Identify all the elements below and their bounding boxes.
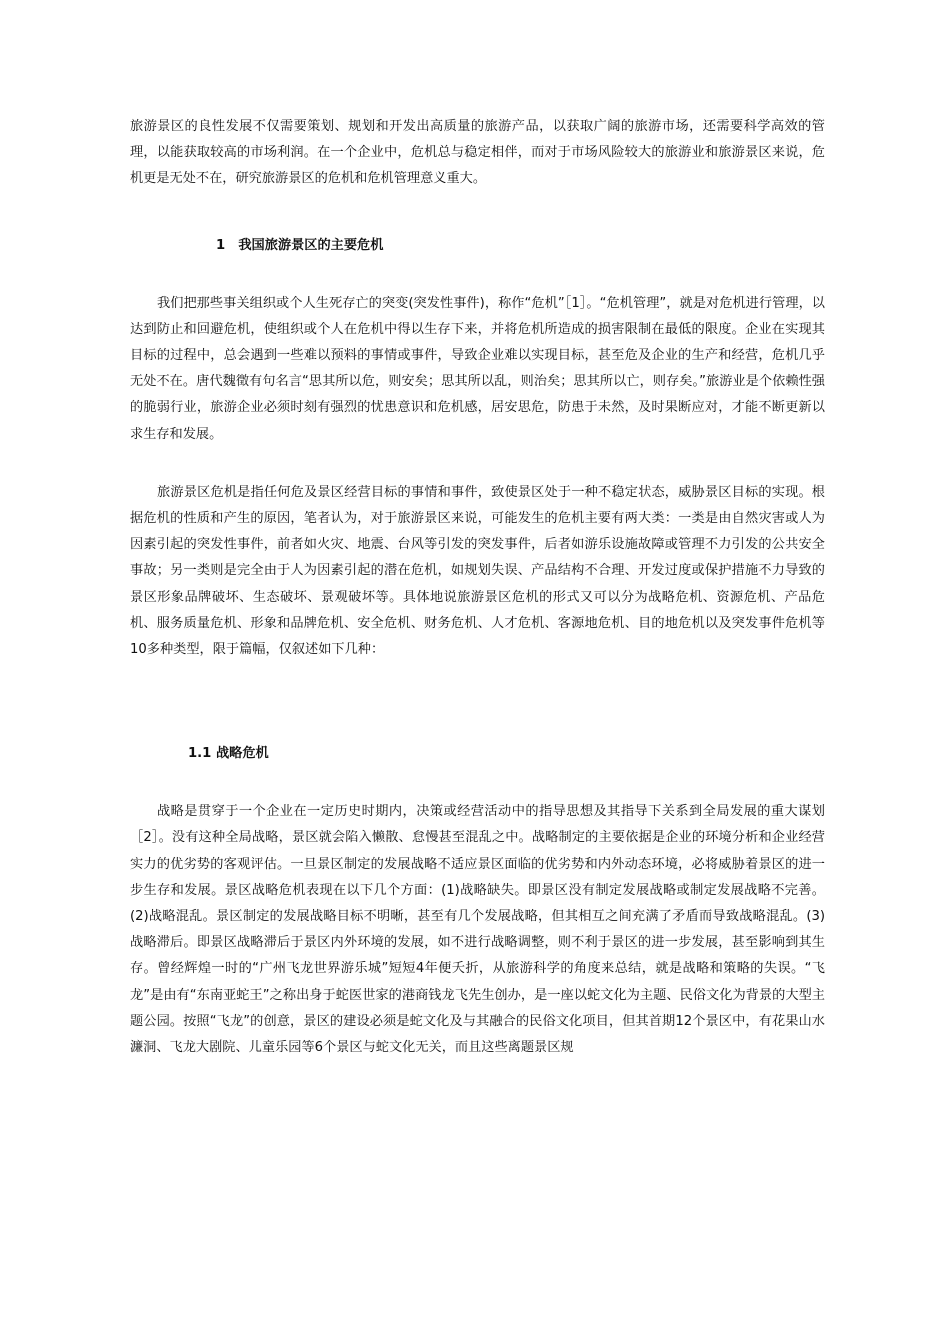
- intro-paragraph: 旅游景区的良性发展不仅需要策划、规划和开发出高质量的旅游产品，以获取广阔的旅游市场，还需要科学高效的管理，以能获取较高的市场利润。在一个企业中，危机总与稳定相伴，而对于市场风险较大的旅游业和旅游景区来说，危机更是无处不在，研究旅游景区的危机和危机管理意义重大。: [130, 119, 825, 187]
- section-1-heading: 1 我国旅游景区的主要危机: [216, 237, 384, 253]
- document-page: [130, 114, 825, 1061]
- section-1-1-paragraph-1: 战略是贯穿于一个企业在一定历史时期内，决策或经营活动中的指导思想及其指导下关系到全局发展的重大谋划［2］。没有这种全局战略，景区就会陷入懒散、怠慢甚至混乱之中。战略制定的主要依据是企业的环境分析和企业经营实力的优劣势的客观评估。一旦景区制定的发展战略不适应景区面临的优劣势和内外动态环境，必将威胁着景区的进一步生存和发展。景区战略危机表现在以下几个方面：(1)战略缺失。即景区没有制定发展战略或制定发展战略不完善。(2)战略混乱。景区制定的发展战略目标不明晰，甚至有几个发展战略，但其相互之间充满了矛盾而导致战略混乱。(3)战略滞后。即景区战略滞后于景区内外环境的发展，如不进行战略调整，则不利于景区的进一步发展，甚至影响到其生存。曾经辉煌一时的“广州飞龙世界游乐城”短短4年便夭折，从旅游科学的角度来总结，就是战略和策略的失误。“飞龙”是由有“东南亚蛇王”之称出身于蛇医世家的港商钱龙飞先生创办，是一座以蛇文化为主题、民俗文化为背景的大型主题公园。按照“飞龙”的创意，景区的建设必须是蛇文化及与其融合的民俗文化项目，但其首期12个景区中，有花果山水濂洞、飞龙大剧院、儿童乐园等6个景区与蛇文化无关，而且这些离题景区规: [130, 804, 825, 1056]
- section-1-paragraph-2: 旅游景区危机是指任何危及景区经营目标的事情和事件，致使景区处于一种不稳定状态，威胁景区目标的实现。根据危机的性质和产生的原因，笔者认为，对于旅游景区来说，可能发生的危机主要有两大类：一类是由自然灾害或人为因素引起的突发性事件，前者如火灾、地震、台风等引发的突发事件，后者如游乐设施故障或管理不力引发的公共安全事故；另一类则是完全由于人为因素引起的潜在危机，如规划失误、产品结构不合理、开发过度或保护措施不力导致的景区形象品牌破坏、生态破坏、景观破坏等。具体地说旅游景区危机的形式又可以分为战略危机、资源危机、产品危机、服务质量危机、形象和品牌危机、安全危机、财务危机、人才危机、客源地危机、目的地危机以及突发事件危机等10多种类型，限于篇幅，仅叙述如下几种：: [130, 484, 825, 658]
- section-1-1-heading: 1.1 战略危机: [188, 746, 269, 762]
- section-1-paragraph-1: 我们把那些事关组织或个人生死存亡的突变(突发性事件)，称作“危机”［1］。“危机管理”，就是对危机进行管理，以达到防止和回避危机，使组织或个人在危机中得以生存下来，并将危机所造成的损害限制在最低的限度。企业在实现其目标的过程中，总会遇到一些难以预料的事情或事件，导致企业难以实现目标，甚至危及企业的生产和经营，危机几乎无处不在。唐代魏徵有句名言“思其所以危，则安矣；思其所以乱，则治矣；思其所以亡，则存矣。”旅游业是个依赖性强的脆弱行业，旅游企业必须时刻有强烈的忧患意识和危机感，居安思危，防患于未然，及时果断应对，才能不断更新以求生存和发展。: [130, 295, 825, 442]
